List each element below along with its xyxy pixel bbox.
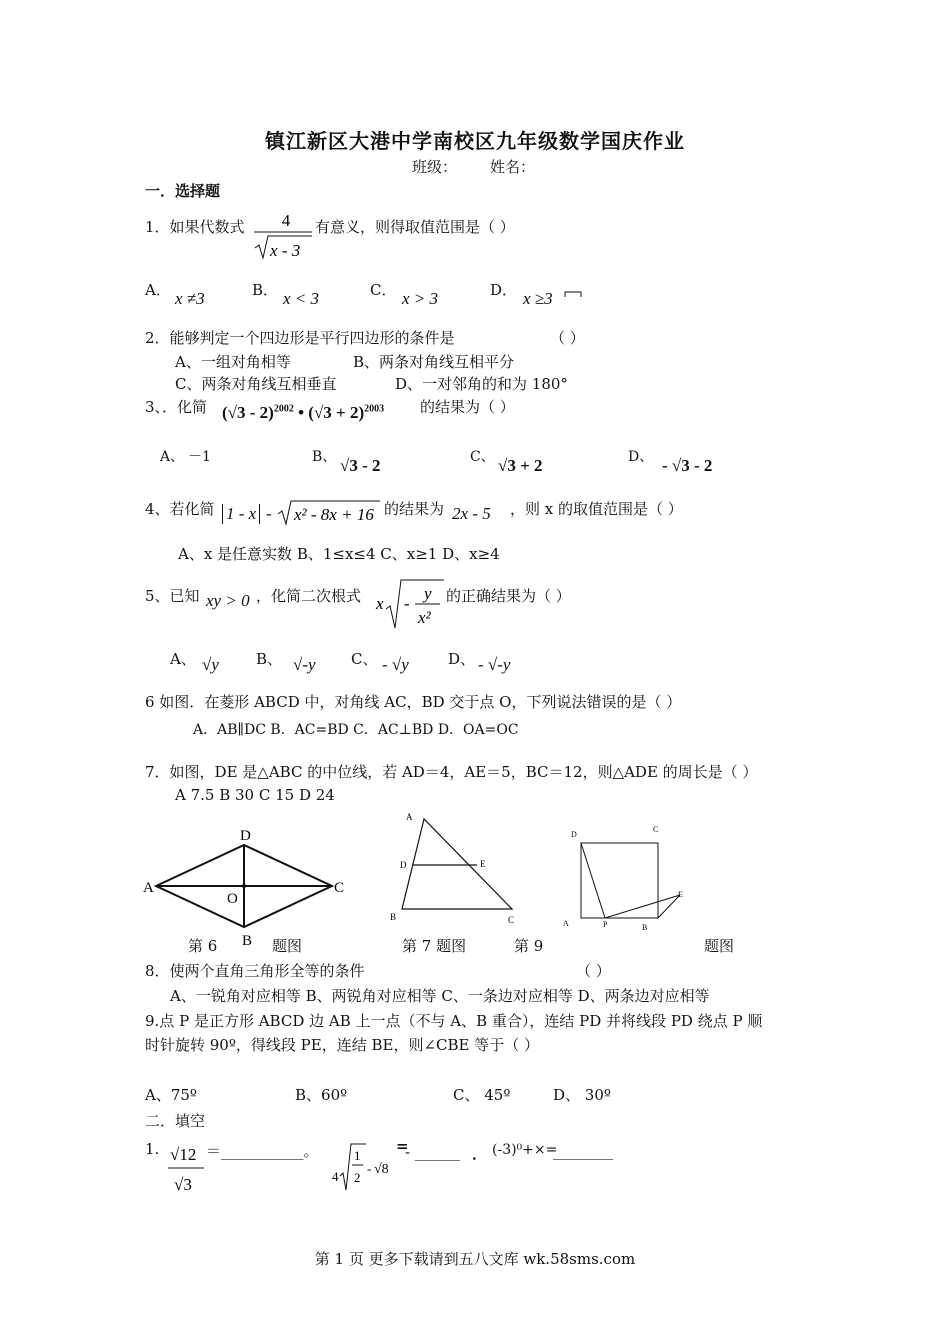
q5-option-c-label: C、 [351, 650, 378, 668]
q5-text: 5、已知 [145, 587, 200, 605]
q1-option-b-label: B． [252, 281, 279, 299]
q3-expression [222, 403, 384, 423]
caption-fig7: 第 7 题图 [402, 937, 467, 955]
q2-option-d: D、一对邻角的和为 180° [395, 375, 568, 393]
label-d: D [571, 830, 577, 839]
q3-base1: (√3 - 2) [222, 403, 274, 422]
fill3-blank: ________ [553, 1142, 613, 1160]
fill2-expression [330, 1140, 400, 1196]
square-figure [560, 820, 690, 932]
q5-option-a-label: A、 [170, 650, 196, 668]
q2-option-c: C、两条对角线互相垂直 [175, 375, 337, 393]
q1-fraction [252, 208, 314, 264]
fill1-fraction [166, 1138, 206, 1196]
q4-radical [276, 498, 382, 526]
q5-mid: ，化简二次根式 [256, 587, 362, 605]
caption-fig6-b: 题图 [272, 937, 303, 955]
triangle-figure [386, 810, 526, 930]
label-e: E [678, 890, 683, 899]
q5-option-b: √-y [293, 655, 316, 674]
caption-fig9-b: 题图 [704, 937, 735, 955]
q7-options: A 7.5 B 30 C 15 D 24 [175, 786, 335, 804]
caption-fig6-a: 第 6 [188, 937, 218, 955]
q5-denominator: x² [418, 608, 431, 627]
q3-option-b-label: B、 [312, 449, 337, 465]
fill1-numerator: √12 [170, 1145, 197, 1164]
q3-option-c-label: C、 [470, 449, 495, 465]
q4-question: ，则 x 的取值范围是（ ） [510, 500, 683, 518]
fill1-denominator: √3 [174, 1175, 192, 1194]
q5-option-d-label: D、 [448, 650, 476, 668]
q4-radicand: x² - 8x + 16 [294, 505, 374, 524]
q5-radical [374, 576, 446, 632]
label-c: C [334, 880, 345, 896]
q6-options: A．AB∥DC B．AC=BD C．AC⊥BD D．OA=OC [193, 722, 519, 738]
q3-option-a: －1 [188, 449, 211, 465]
q8-text: 8．使两个直角三角形全等的条件 [145, 962, 365, 980]
q1-numerator: 4 [281, 211, 291, 230]
q9-option-a: A、75º [145, 1086, 197, 1104]
q3-option-b: √3 - 2 [340, 456, 381, 475]
q5-option-c: - √y [382, 655, 409, 674]
label-e: E [480, 859, 486, 869]
section-fill-title: 二．填空 [145, 1112, 206, 1130]
label-b: B [390, 912, 397, 922]
label-d: D [240, 828, 251, 844]
q4-mid: 的结果为 [384, 500, 445, 518]
center-point-o [242, 884, 246, 888]
q3-option-d-label: D、 [628, 449, 654, 465]
q1-option-c: x > 3 [402, 289, 439, 308]
q1-option-c-label: C． [370, 281, 397, 299]
q1-denominator: x - 3 [270, 241, 301, 260]
q6-text: 6 如图．在菱形 ABCD 中，对角线 AC，BD 交于点 O，下列说法错误的是（ ） [145, 693, 682, 711]
q3-text: 3、．化简 [145, 398, 208, 416]
fill2-half-num: 1 [354, 1148, 361, 1163]
q4-text: 4、若化简 [145, 500, 215, 518]
q5-option-d: - √-y [478, 655, 511, 674]
q3-base2: (√3 + 2) [308, 403, 365, 422]
q8-options: A、一锐角对应相等 B、两锐角对应相等 C、一条边对应相等 D、两条边对应相等 [170, 987, 710, 1005]
q3-option-d: - √3 - 2 [662, 456, 713, 475]
page-title: 镇江新区大港中学南校区九年级数学国庆作业 [265, 129, 685, 153]
q5-x: x [376, 594, 384, 613]
q5-question: 的正确结果为（ ） [446, 587, 571, 605]
label-c: C [653, 825, 659, 834]
label-p: P [603, 920, 608, 929]
class-label: 班级： [412, 158, 458, 176]
label-b: B [242, 933, 253, 949]
fill2-half-den: 2 [354, 1170, 361, 1185]
q1-option-b: x < 3 [283, 289, 320, 308]
label-o: O [227, 891, 238, 907]
q3-exp2: 2003 [364, 403, 385, 415]
segment-pd [581, 843, 605, 918]
fill2-minus: - [367, 1161, 372, 1176]
q5-option-a: √y [202, 655, 219, 674]
section-choice-title: 一．选择题 [145, 182, 221, 200]
q1-option-d-label: D． [490, 281, 518, 299]
q4-result: 2x - 5 [452, 504, 491, 523]
label-a: A [406, 812, 413, 822]
fill2-coefficient: 4 [332, 1169, 339, 1184]
q5-negative: - [404, 594, 410, 613]
q4-minus: - [266, 504, 272, 523]
caption-fig9-a: 第 9 [514, 937, 544, 955]
q2-option-b: B、两条对角线互相平分 [353, 353, 515, 371]
q1-option-a-label: A． [145, 281, 171, 299]
q8-paren: （ ） [576, 962, 611, 980]
fill3-expression: (-3)⁰+×= [492, 1142, 558, 1158]
q9-line1: 9.点 P 是正方形 ABCD 边 AB 上一点（不与 A、B 重合），连结 PD 并将线段 PD 绕点 P 顺 [145, 1012, 763, 1030]
rhombus-figure [140, 822, 350, 950]
q2-paren: （ ） [550, 329, 585, 347]
q9-option-b: B、60º [295, 1086, 348, 1104]
q3-question: 的结果为（ ） [420, 398, 515, 416]
q3-dot: • [298, 403, 305, 422]
q3-option-a-label: A、 [160, 449, 185, 465]
q1-option-d: x ≥3 [523, 289, 553, 308]
fill1-blank: ＝___________。 [206, 1142, 319, 1160]
label-b: B [642, 923, 648, 932]
label-d: D [400, 860, 407, 870]
q1-option-a: x ≠3 [175, 289, 205, 308]
q9-option-c: C、 45º [453, 1086, 511, 1104]
name-label: 姓名： [490, 158, 536, 176]
q5-numerator: y [424, 584, 432, 603]
q9-line2: 时针旋转 90º，得线段 PE，连结 BE，则∠CBE 等于（ ） [145, 1036, 540, 1054]
q5-condition: xy > 0 [206, 591, 250, 610]
triangle-shape [402, 819, 512, 909]
q1-mark [563, 289, 583, 299]
q7-text: 7．如图，DE 是△ABC 的中位线，若 AD＝4，AE＝5，BC＝12，则△ADE 的周长是（ ） [145, 763, 758, 781]
q1-question: 有意义，则得取值范围是（ ） [315, 218, 515, 236]
q1-text: 1．如果代数式 [145, 218, 245, 236]
q5-option-b-label: B、 [256, 650, 283, 668]
page-footer: 第 1 页 更多下载请到五八文库 wk.58sms.com [314, 1250, 636, 1268]
label-a: A [563, 919, 569, 928]
fill1-number: 1. [145, 1140, 160, 1158]
fill2-equals: = [396, 1137, 409, 1155]
q4-options: A、x 是任意实数 B、1≤x≤4 C、x≥1 D、x≥4 [178, 545, 500, 563]
fill2-blank: - ______ [405, 1143, 460, 1161]
fill2-rad8: √8 [374, 1162, 389, 1177]
label-a: A [143, 880, 154, 896]
q2-option-a: A、一组对角相等 [175, 353, 291, 371]
q3-option-c: √3 + 2 [498, 456, 543, 475]
q4-absolute: 1 - x [222, 504, 260, 524]
q9-option-d: D、 30º [553, 1086, 611, 1104]
q3-exp1: 2002 [273, 403, 294, 415]
label-c: C [508, 915, 515, 925]
fill-separator: ． [472, 1145, 488, 1163]
q2-text: 2．能够判定一个四边形是平行四边形的条件是 [145, 329, 455, 347]
